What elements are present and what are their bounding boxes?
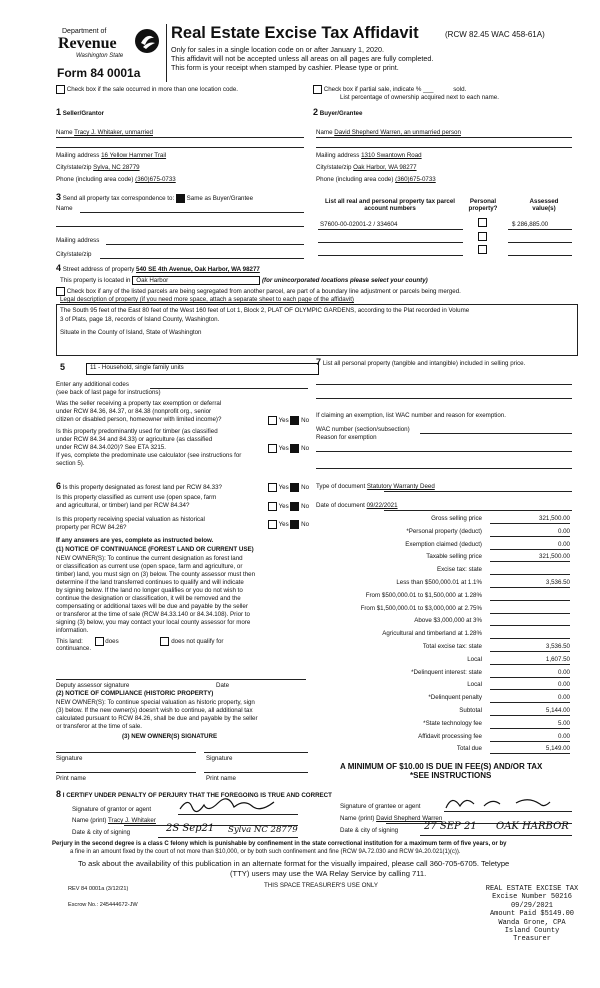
buyer-phone-label: Phone (including area code) <box>316 176 394 183</box>
section-3-number: 3 <box>56 192 62 202</box>
grantor-signature-label: Signature of grantor or agent <box>72 806 152 813</box>
q-exemption-1: Was the seller receiving a property tax exemption or deferral <box>56 400 222 407</box>
q-predominate-2: section 5). <box>56 460 85 467</box>
does-not-qualify-checkbox[interactable] <box>160 637 169 646</box>
doc-type-label: Type of document <box>316 483 366 490</box>
partial-sold-label: sold. <box>453 86 467 94</box>
seller-city[interactable]: Sylva, NC 28779 <box>93 164 140 171</box>
rcw-label: (RCW 82.45 WAC 458-61A) <box>445 30 545 39</box>
exemption-yes-no[interactable]: Yes No <box>268 416 309 425</box>
personal-property-label: List all personal property (tangible and intangible) included in selling price. <box>322 360 526 367</box>
exemption-claim-label: If claiming an exemption, list WAC number and reason for exemption. <box>316 412 506 419</box>
owner-signature-label-2: Signature <box>206 755 233 762</box>
does-not-qualify-label: does not qualify for <box>171 638 224 646</box>
dept-label: Department of <box>62 28 107 35</box>
tax-row-label: Gross selling price <box>431 515 482 522</box>
street-address[interactable]: 540 SE 4th Avenue, Oak Harbor, WA 98277 <box>136 266 260 273</box>
notice-compliance-text: NEW OWNER(S): To continue special valuation as historic property, sign (3) below. If the new owner(s) doesn't wish to continue, all additional tax calculated pursuant to RCW 84.26, shall be due and payable by the seller or transferor at the time of sale. <box>56 699 258 730</box>
grantee-name-label: Name (print) <box>340 815 375 822</box>
tax-row-value[interactable] <box>490 617 570 626</box>
forest-yes-no[interactable]: Yes No <box>268 483 309 492</box>
see-instructions: *SEE INSTRUCTIONS <box>410 771 492 780</box>
buyer-address[interactable]: 1310 Swantown Road <box>361 152 422 159</box>
escrow-number: Escrow No.: 245444672-JW <box>68 902 138 908</box>
buyer-city[interactable]: Oak Harbor, WA 98277 <box>353 164 417 171</box>
buyer-name-label: Name <box>316 129 333 136</box>
additional-codes-note: (see back of last page for instructions) <box>56 389 161 396</box>
tax-row-value[interactable] <box>490 630 570 639</box>
correspondence-label: Send all property tax correspondence to: <box>62 195 175 202</box>
seller-phone[interactable]: (360)675-0733 <box>135 176 176 183</box>
buyer-phone[interactable]: (360)675-0733 <box>395 176 436 183</box>
section-8-number: 8 <box>56 789 62 799</box>
legal-description-label: Legal description of property (if you need more space, attach a separate sheet to each page of the affidavit) <box>60 296 354 303</box>
current-use-yes-no[interactable]: Yes No <box>268 502 309 511</box>
location-select[interactable]: Oak Harbor <box>132 276 260 285</box>
seller-phone-label: Phone (including area code) <box>56 176 134 183</box>
wac-number-label: WAC number (section/subsection) <box>316 426 410 433</box>
tax-row-value[interactable] <box>490 592 570 601</box>
doc-date-label: Date of document <box>316 502 365 509</box>
tax-row-label: From $500,000.01 to $1,500,000 at 1.28% <box>365 592 482 599</box>
treasurer-use-label: THIS SPACE TREASURER'S USE ONLY <box>264 882 378 889</box>
header-note-1: Only for sales in a single location code on or after January 1, 2020. <box>171 45 384 54</box>
notice-continuance-text: NEW OWNER(S): To continue the current designation as forest land or classification as current use (open space, farm and agriculture, or timber) land, you must sign on (3) below. The county assessor must then determine if the land transferred continues to qualify and will indicate by signing below. If the land no longer qualifies or you do not wish to continue the designation or classification, it will be removed and the compensating or additional taxes will be due and payable by the seller or transferor at the time of sale (RCW 84.33.140 or 84.34.108). Prior to signing (3) below, you may contact your local county assessor for more information. <box>56 555 256 634</box>
legal-line-1: The South 95 feet of the East 80 feet of the West 160 feet of Lot 1, Block 2, PLAT OF OLYMPIC GARDENS, according to the Plat recorded in Volume <box>60 307 470 314</box>
q-current-use-2: and agricultural, or timber) land per RCW 84.34? <box>56 502 190 509</box>
does-qualify-checkbox[interactable] <box>95 637 104 646</box>
corr-city-label: City/state/zip <box>56 251 92 258</box>
corr-address-label: Mailing address <box>56 237 100 244</box>
legal-line-3: Situate in the County of Island, State of Washington <box>60 329 202 336</box>
deputy-date-label: Date <box>216 682 230 689</box>
seller-city-label: City/state/zip <box>56 164 92 171</box>
q-historic-1: Is this property receiving special valuation as historical <box>56 516 205 523</box>
continuance-label: continuance. <box>56 645 92 652</box>
state-label: Washington State <box>76 53 124 59</box>
grantee-date-label: Date & city of signing <box>340 827 399 834</box>
section-4-number: 4 <box>56 263 62 273</box>
q-timber-2: under RCW 84.34 and 84.33) or agriculture (as classified <box>56 436 213 443</box>
tax-row-label: Local <box>467 656 482 663</box>
tax-row-value[interactable]: 3,536.50 <box>490 579 570 588</box>
tax-row-label: *Delinquent penalty <box>428 694 482 701</box>
tax-row-value[interactable] <box>490 566 570 575</box>
section-5-number: 5 <box>60 362 66 372</box>
tax-row-label: Taxable selling price <box>426 553 482 560</box>
tax-row-label: *Delinquent interest: state <box>411 669 482 676</box>
if-yes-note: If any answers are yes, complete as instructed below. <box>56 537 214 544</box>
seller-heading: Seller/Grantor <box>62 110 105 117</box>
tax-row-value[interactable]: 0.00 <box>490 541 570 550</box>
tax-row-value[interactable]: 0.00 <box>490 681 570 690</box>
q-forest: Is this property designated as forest land per RCW 84.33? <box>62 484 222 491</box>
perjury-notice-1: Perjury in the second degree is a class C felony which is punishable by confinement in the state correctional institution for a maximum term of five years, or by <box>52 841 507 847</box>
legal-description-box[interactable] <box>56 304 578 356</box>
tax-row-label: Excise tax: state <box>436 566 482 573</box>
tax-row-label: Less than $500,000.01 at 1.1% <box>396 579 482 586</box>
ownership-note: List percentage of ownership acquired next to each name. <box>340 94 499 101</box>
new-owner-signature-title: (3) NEW OWNER(S) SIGNATURE <box>122 733 218 740</box>
partial-sale-checkbox[interactable] <box>313 85 322 94</box>
partial-sale-row[interactable]: Check box if partial sale, indicate % ___ sold. <box>313 85 466 94</box>
exemption-reason-label: Reason for exemption <box>316 434 377 441</box>
alt-format-notice-2: (TTY) users may use the WA Relay Service by calling 711. <box>230 869 427 878</box>
notice-compliance-title: (2) NOTICE OF COMPLIANCE (HISTORIC PROPERTY) <box>56 690 214 697</box>
tax-row-value[interactable]: 3,536.50 <box>490 643 570 652</box>
form-title: Real Estate Excise Tax Affidavit <box>171 24 419 42</box>
corr-name-label: Name <box>56 205 73 212</box>
q-current-use-1: Is this property classified as current use (open space, farm <box>56 494 217 501</box>
rev-number: REV 84 0001a (3/12/21) <box>68 886 129 892</box>
parcel-number[interactable]: S7600-00-02001-2 / 334604 <box>320 221 398 228</box>
tax-row-label: Total excise tax: state <box>422 643 482 650</box>
parcels-header: List all real and personal property tax parcel account numbers <box>325 198 455 212</box>
street-label: Street address of property <box>62 266 135 273</box>
tax-row-value[interactable]: 321,500.00 <box>490 515 570 524</box>
tax-row-label: *State technology fee <box>423 720 482 727</box>
tax-row-value[interactable]: 321,500.00 <box>490 553 570 562</box>
same-as-buyer-checkbox[interactable] <box>176 194 185 203</box>
form-number: Form 84 0001a <box>57 66 141 80</box>
tax-row-label: Local <box>467 681 482 688</box>
segregated-checkbox[interactable] <box>56 287 65 296</box>
buyer-name[interactable]: David Shepherd Warren, an unmarried person <box>334 129 461 136</box>
tax-row-label: Agricultural and timberland at 1.28% <box>382 630 482 637</box>
same-as-label: Same as Buyer/Grantee <box>186 195 254 202</box>
tax-row-label: Above $3,000,000 at 3% <box>414 617 482 624</box>
tax-row-label: Subtotal <box>459 707 482 714</box>
additional-codes-label: Enter any additional codes <box>56 381 129 388</box>
revenue-label: Revenue <box>58 35 117 52</box>
grantor-date[interactable]: 2S Sep21 <box>166 823 215 834</box>
timber-yes-no[interactable]: Yes No <box>268 444 309 453</box>
perjury-notice-2: a fine in an amount fixed by the court of not more than $10,000, or by both such confinement and fine (RCW 9A.72.030 and RCW 9A.20.021(1)(c)). <box>70 849 461 855</box>
owner-signature-label-1: Signature <box>56 755 83 762</box>
treasurer-stamp: REAL ESTATE EXCISE TAX Excise Number 50216 09/29/2021 Amount Paid $5149.00 Wanda Grone, CPA Island County Treasurer <box>485 885 579 944</box>
q-historic-2: property per RCW 84.26? <box>56 524 127 531</box>
section-2-number: 2 <box>313 107 319 117</box>
assessed-value-header: Assessed value(s) <box>529 198 559 212</box>
grantee-print-name[interactable]: David Shepherd Warren <box>376 815 443 822</box>
section-1-number: 1 <box>56 107 62 117</box>
tax-row-label: Total due <box>456 745 482 752</box>
seller-name[interactable]: Tracy J. Whitaker, unmarried <box>74 129 153 136</box>
grantee-city[interactable]: OAK HARBOR <box>496 821 569 832</box>
owner-print-name-label-2: Print name <box>206 775 236 782</box>
minimum-fee-notice: A MINIMUM OF $10.00 IS DUE IN FEE(S) AND/OR TAX <box>340 762 543 771</box>
segregated-label: Check box if any of the listed parcels are being segregated from another parcel, are part of a boundary line adjustment or parcels being merged. <box>66 288 461 296</box>
multi-location-row[interactable] <box>56 85 238 94</box>
section-7-number: 7 <box>316 357 322 367</box>
tax-row-value[interactable]: 0.00 <box>490 669 570 678</box>
tax-row-value[interactable]: 5.00 <box>490 720 570 729</box>
q-exemption-3: citizen or disabled person, homeowner with limited income)? <box>56 416 222 423</box>
tax-row-label: From $1,500,000.01 to $3,000,000 at 2.75% <box>360 605 482 612</box>
grantor-print-name[interactable]: Tracy J. Whitaker <box>108 817 156 824</box>
grantor-name-label: Name (print) <box>72 817 107 824</box>
grantee-date[interactable]: 27 SEP 21 <box>424 821 477 832</box>
seller-address-label: Mailing address <box>56 152 100 159</box>
use-code-select[interactable]: 11 - Household, single family units <box>86 363 319 375</box>
buyer-city-label: City/state/zip <box>316 164 352 171</box>
multi-location-label: Check box if the sale occurred in more than one location code. <box>66 86 239 94</box>
header-note-3: This form is your receipt when stamped by cashier. Please type or print. <box>171 63 399 72</box>
tax-row-value[interactable]: 5,144.00 <box>490 707 570 716</box>
q-timber-3: under RCW 84.34.020)? See ETA 3215. <box>56 444 166 451</box>
notice-continuance-title: (1) NOTICE OF CONTINUANCE (FOREST LAND OR CURRENT USE) <box>56 546 254 553</box>
buyer-address-label: Mailing address <box>316 152 360 159</box>
tax-row-label: *Personal property (deduct) <box>406 528 482 535</box>
buyer-heading: Buyer/Grantee <box>319 110 363 117</box>
tax-row-label: Affidavit processing fee <box>418 733 482 740</box>
parcel-2-checkbox[interactable] <box>478 232 487 241</box>
owner-print-name-label-1: Print name <box>56 775 86 782</box>
alt-format-notice-1: To ask about the availability of this publication in an alternate format for the visually impaired, please call 360-705-6705. Teletype <box>78 859 510 868</box>
section-6-number: 6 <box>56 481 62 491</box>
q-exemption-2: under RCW 84.36, 84.37, or 84.38 (nonprofit org., senior <box>56 408 212 415</box>
grantor-city[interactable]: Sylva NC 28779 <box>228 825 298 835</box>
tax-row-value[interactable]: 0.00 <box>490 528 570 537</box>
dor-logo-icon <box>134 28 160 56</box>
tax-row-value[interactable]: 0.00 <box>490 733 570 742</box>
grantee-signature-label: Signature of grantee or agent <box>340 803 421 810</box>
seller-address[interactable]: 16 Yellow Hammer Trail <box>101 152 167 159</box>
personal-property-header: Personal property? <box>468 198 498 212</box>
doc-type-value[interactable]: Statutory Warranty Deed <box>366 483 435 490</box>
multi-location-checkbox[interactable] <box>56 85 65 94</box>
grantor-date-label: Date & city of signing <box>72 829 131 836</box>
tax-row-value[interactable]: 0.00 <box>490 694 570 703</box>
assessed-value[interactable]: $ 286,885.00 <box>512 221 549 228</box>
parcel-1-checkbox[interactable] <box>478 218 487 227</box>
header-note-2: This affidavit will not be accepted unless all areas on all pages are fully completed. <box>171 54 434 63</box>
legal-line-2: 3 of Plats, page 18, records of Island County, Washington. <box>60 316 220 323</box>
tax-row-value[interactable] <box>490 605 570 614</box>
tax-row-value[interactable]: 1,607.50 <box>490 656 570 665</box>
located-label: This property is located in <box>60 277 131 284</box>
located-note: (for unincorporated locations please select your county) <box>261 277 428 284</box>
doc-date-value[interactable]: 09/22/2021 <box>366 502 398 509</box>
historic-yes-no[interactable]: Yes No <box>268 520 309 529</box>
seller-name-label: Name <box>56 129 73 136</box>
parcel-3-checkbox[interactable] <box>478 245 487 254</box>
tax-row-value[interactable]: 5,149.00 <box>490 745 570 754</box>
q-predominate-1: If yes, complete the predominate use calculator (see instructions for <box>56 452 242 459</box>
q-timber-1: Is this property predominantly used for timber (as classified <box>56 428 218 435</box>
certify-statement: I CERTIFY UNDER PENALTY OF PERJURY THAT THE FOREGOING IS TRUE AND CORRECT <box>62 792 332 799</box>
does-label: does <box>105 638 119 646</box>
deputy-signature-label: Deputy assessor signature <box>56 682 130 689</box>
tax-row-label: Exemption claimed (deduct) <box>405 541 482 548</box>
this-land-label: This land: <box>56 638 83 646</box>
partial-sale-label: Check box if partial sale, indicate % <box>323 86 422 94</box>
